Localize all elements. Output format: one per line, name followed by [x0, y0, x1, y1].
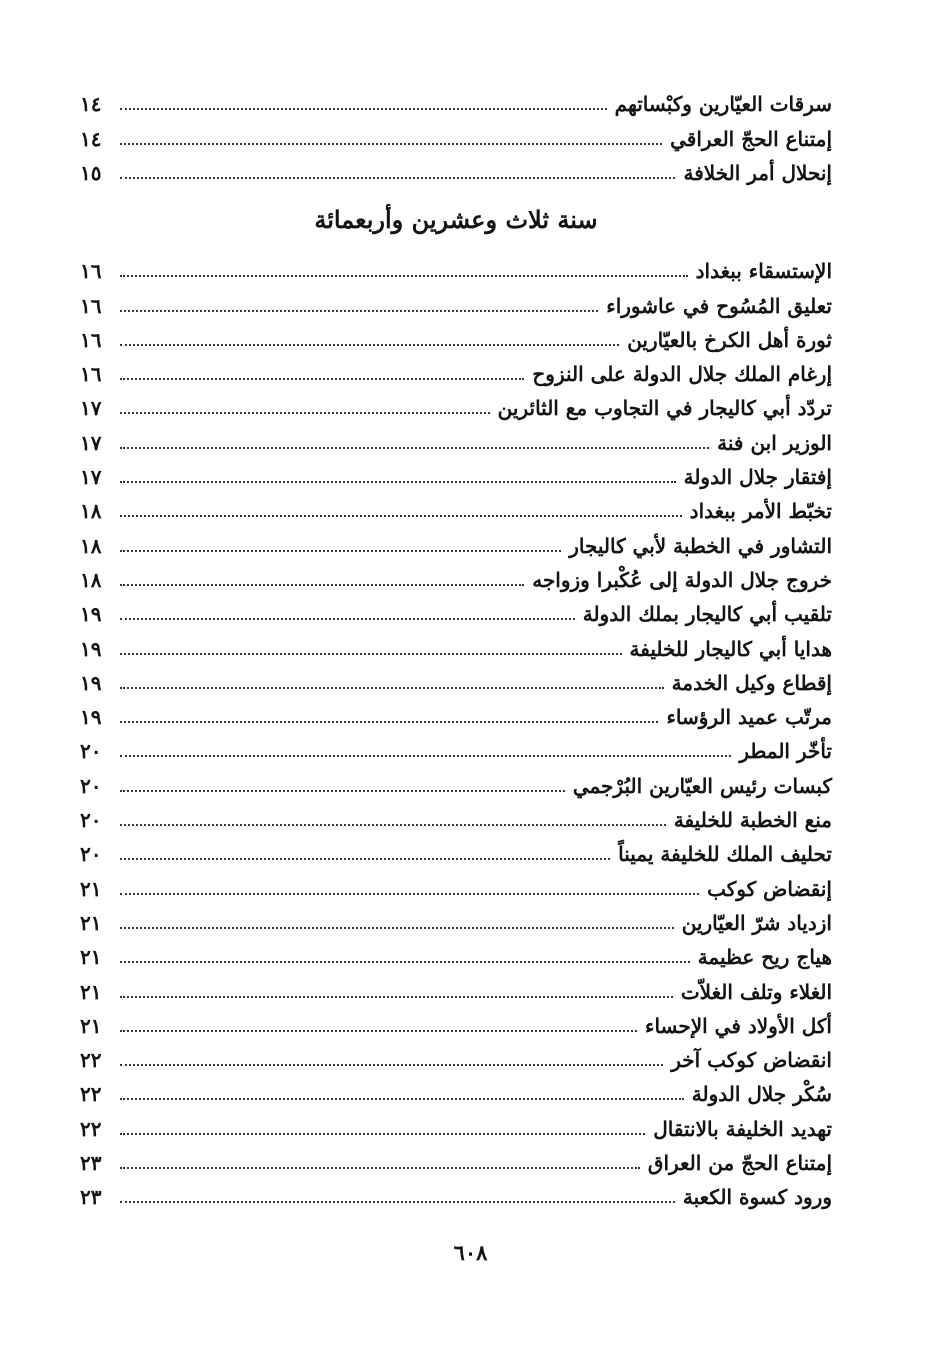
section-heading: سنة ثلاث وعشرين وأربعمائة	[314, 205, 598, 234]
dot-leader	[120, 1064, 663, 1066]
toc-entry-page-number: ١٨	[80, 533, 102, 558]
toc-entry-page-number: ١٩	[80, 705, 102, 730]
toc-entry-title: كبسات رئيس العيّارين البُرْجمي	[572, 773, 832, 798]
toc-entry	[80, 1143, 832, 1177]
toc-entry	[80, 285, 832, 319]
toc-entry-title: إمتناع الحجّ من العراق	[647, 1151, 832, 1176]
toc-entry-page-number: ١٦	[80, 293, 102, 318]
toc-entry	[80, 560, 832, 594]
dot-leader	[120, 996, 673, 998]
toc-entry	[80, 834, 832, 868]
toc-entry-page-number: ٢٢	[80, 1048, 102, 1073]
toc-entry	[80, 320, 832, 354]
toc-entry-title: الوزير ابن فنة	[717, 430, 832, 455]
toc-entry-title: إنحلال أمر الخلافة	[683, 160, 832, 185]
toc-entry-page-number: ٢١	[80, 979, 102, 1004]
toc-entry	[80, 1108, 832, 1142]
dot-leader	[120, 721, 658, 723]
toc-entry-page-number: ١٦	[80, 327, 102, 352]
dot-leader	[120, 1030, 637, 1032]
toc-entry-page-number: ٢٣	[80, 1185, 102, 1210]
dot-leader	[120, 755, 731, 757]
dot-leader	[120, 515, 682, 517]
toc-entry-title: سرقات العيّارين وكبْساتهم	[614, 92, 832, 117]
toc-entry-page-number: ٢١	[80, 876, 102, 901]
toc-entry	[80, 765, 832, 799]
dot-leader	[120, 412, 490, 414]
dot-leader	[120, 378, 524, 380]
toc-entry-title: التشاور في الخطبة لأبي كاليجار	[569, 533, 832, 558]
toc-entry-title: خروج جلال الدولة إلى عُكْبرا وزواجه	[532, 567, 832, 592]
toc-entry-title: تلقيب أبي كاليجار بملك الدولة	[582, 602, 832, 627]
toc-entry-page-number: ٢٢	[80, 1082, 102, 1107]
toc-entry-title: تهديد الخليفة بالانتقال	[653, 1116, 832, 1141]
toc-entry-page-number: ١٤	[80, 126, 102, 151]
dot-leader	[120, 687, 664, 689]
dot-leader	[120, 275, 688, 277]
toc-entry-title: منع الخطبة للخليفة	[673, 808, 832, 833]
toc-entry	[80, 422, 832, 456]
dot-leader	[120, 344, 619, 346]
dot-leader	[120, 927, 674, 929]
toc-entry	[80, 1040, 832, 1074]
dot-leader	[120, 858, 610, 860]
toc-entry-title: ازدياد شرّ العيّارين	[681, 910, 832, 935]
toc-entry	[80, 731, 832, 765]
dot-leader	[120, 961, 690, 963]
toc-entry-title: تحليف الملك للخليفة يميناً	[618, 842, 832, 867]
dot-leader	[120, 108, 607, 110]
toc-entry-page-number: ١٧	[80, 465, 102, 490]
toc-entry-title: إقطاع وكيل الخدمة	[671, 670, 832, 695]
toc-entry-page-number: ٢٠	[80, 773, 102, 798]
dot-leader	[120, 1133, 645, 1135]
toc-entry-page-number: ٢١	[80, 910, 102, 935]
toc-list-main	[80, 251, 832, 1211]
toc-entry-page-number: ١٧	[80, 396, 102, 421]
toc-entry-title: هدايا أبي كاليجار للخليفة	[629, 636, 832, 661]
toc-entry	[80, 800, 832, 834]
toc-entry-page-number: ١٩	[80, 670, 102, 695]
toc-entry-title: إفتقار جلال الدولة	[683, 465, 832, 490]
toc-entry-page-number: ١٦	[80, 362, 102, 387]
dot-leader	[120, 790, 565, 792]
toc-entry	[80, 153, 832, 187]
dot-leader	[120, 1167, 640, 1169]
dot-leader	[120, 1201, 675, 1203]
dot-leader	[120, 177, 675, 179]
toc-entry	[80, 1177, 832, 1211]
toc-entry-page-number: ٢١	[80, 1013, 102, 1038]
toc-entry	[80, 118, 832, 152]
toc-entry	[80, 937, 832, 971]
dot-leader	[120, 653, 622, 655]
toc-entry-title: إرغام الملك جلال الدولة على النزوح	[532, 362, 832, 387]
toc-entry-page-number: ٢٠	[80, 739, 102, 764]
toc-entry-page-number: ٢١	[80, 945, 102, 970]
toc-entry-page-number: ١٩	[80, 636, 102, 661]
toc-entry-page-number: ١٦	[80, 259, 102, 284]
toc-entry	[80, 697, 832, 731]
toc-entry	[80, 491, 832, 525]
toc-entry-page-number: ١٨	[80, 567, 102, 592]
toc-entry	[80, 971, 832, 1005]
toc-entry-title: انقضاض كوكب آخر	[671, 1048, 832, 1073]
toc-entry	[80, 594, 832, 628]
toc-entry	[80, 84, 832, 118]
toc-entry-page-number: ١٨	[80, 499, 102, 524]
dot-leader	[120, 143, 662, 145]
toc-entry-title: مرتّب عميد الرؤساء	[666, 705, 832, 730]
toc-entry	[80, 525, 832, 559]
toc-entry	[80, 251, 832, 285]
dot-leader	[120, 618, 575, 620]
toc-entry	[80, 1074, 832, 1108]
toc-entry-page-number: ١٤	[80, 92, 102, 117]
dot-leader	[120, 584, 524, 586]
toc-entry-title: تعليق المُسُوح في عاشوراء	[606, 293, 832, 318]
toc-entry	[80, 903, 832, 937]
toc-entry-page-number: ١٩	[80, 602, 102, 627]
toc-entry-title: تخبّط الأمر ببغداد	[689, 499, 832, 524]
dot-leader	[120, 310, 598, 312]
toc-list-top	[80, 84, 832, 187]
toc-entry	[80, 868, 832, 902]
toc-entry-page-number: ١٥	[80, 160, 102, 185]
dot-leader	[120, 550, 561, 552]
dot-leader	[120, 893, 699, 895]
dot-leader	[120, 824, 666, 826]
toc-entry-title: ثورة أهل الكرخ بالعيّارين	[627, 327, 832, 352]
toc-entry-page-number: ٢٣	[80, 1151, 102, 1176]
toc-entry	[80, 457, 832, 491]
toc-entry-title: هياج ريح عظيمة	[697, 945, 832, 970]
dot-leader	[120, 481, 676, 483]
toc-entry-page-number: ٢٠	[80, 842, 102, 867]
toc-entry-page-number: ١٧	[80, 430, 102, 455]
toc-entry	[80, 388, 832, 422]
toc-entry	[80, 1006, 832, 1040]
dot-leader	[120, 1098, 684, 1100]
toc-entry-title: ورود كسوة الكعبة	[682, 1185, 832, 1210]
toc-entry-title: تأخّر المطر	[739, 739, 832, 764]
toc-entry-title: إمتناع الحجّ العراقي	[670, 126, 832, 151]
toc-entry-title: سُكْر جلال الدولة	[691, 1082, 832, 1107]
toc-entry-title: إنقضاض كوكب	[707, 876, 832, 901]
dot-leader	[120, 447, 709, 449]
toc-entry-title: تردّد أبي كاليجار في التجاوب مع الثائرين	[497, 396, 832, 421]
toc-entry	[80, 628, 832, 662]
page-number: ٦٠٨	[453, 1240, 488, 1265]
toc-entry-page-number: ٢٠	[80, 808, 102, 833]
toc-entry-title: الغلاء وتلف الغلاّت	[680, 979, 832, 1004]
toc-entry-title: الإستسقاء ببغداد	[695, 259, 832, 284]
toc-entry	[80, 354, 832, 388]
toc-entry-title: أكل الأولاد في الإحساء	[645, 1013, 832, 1038]
toc-entry-page-number: ٢٢	[80, 1116, 102, 1141]
toc-entry	[80, 663, 832, 697]
